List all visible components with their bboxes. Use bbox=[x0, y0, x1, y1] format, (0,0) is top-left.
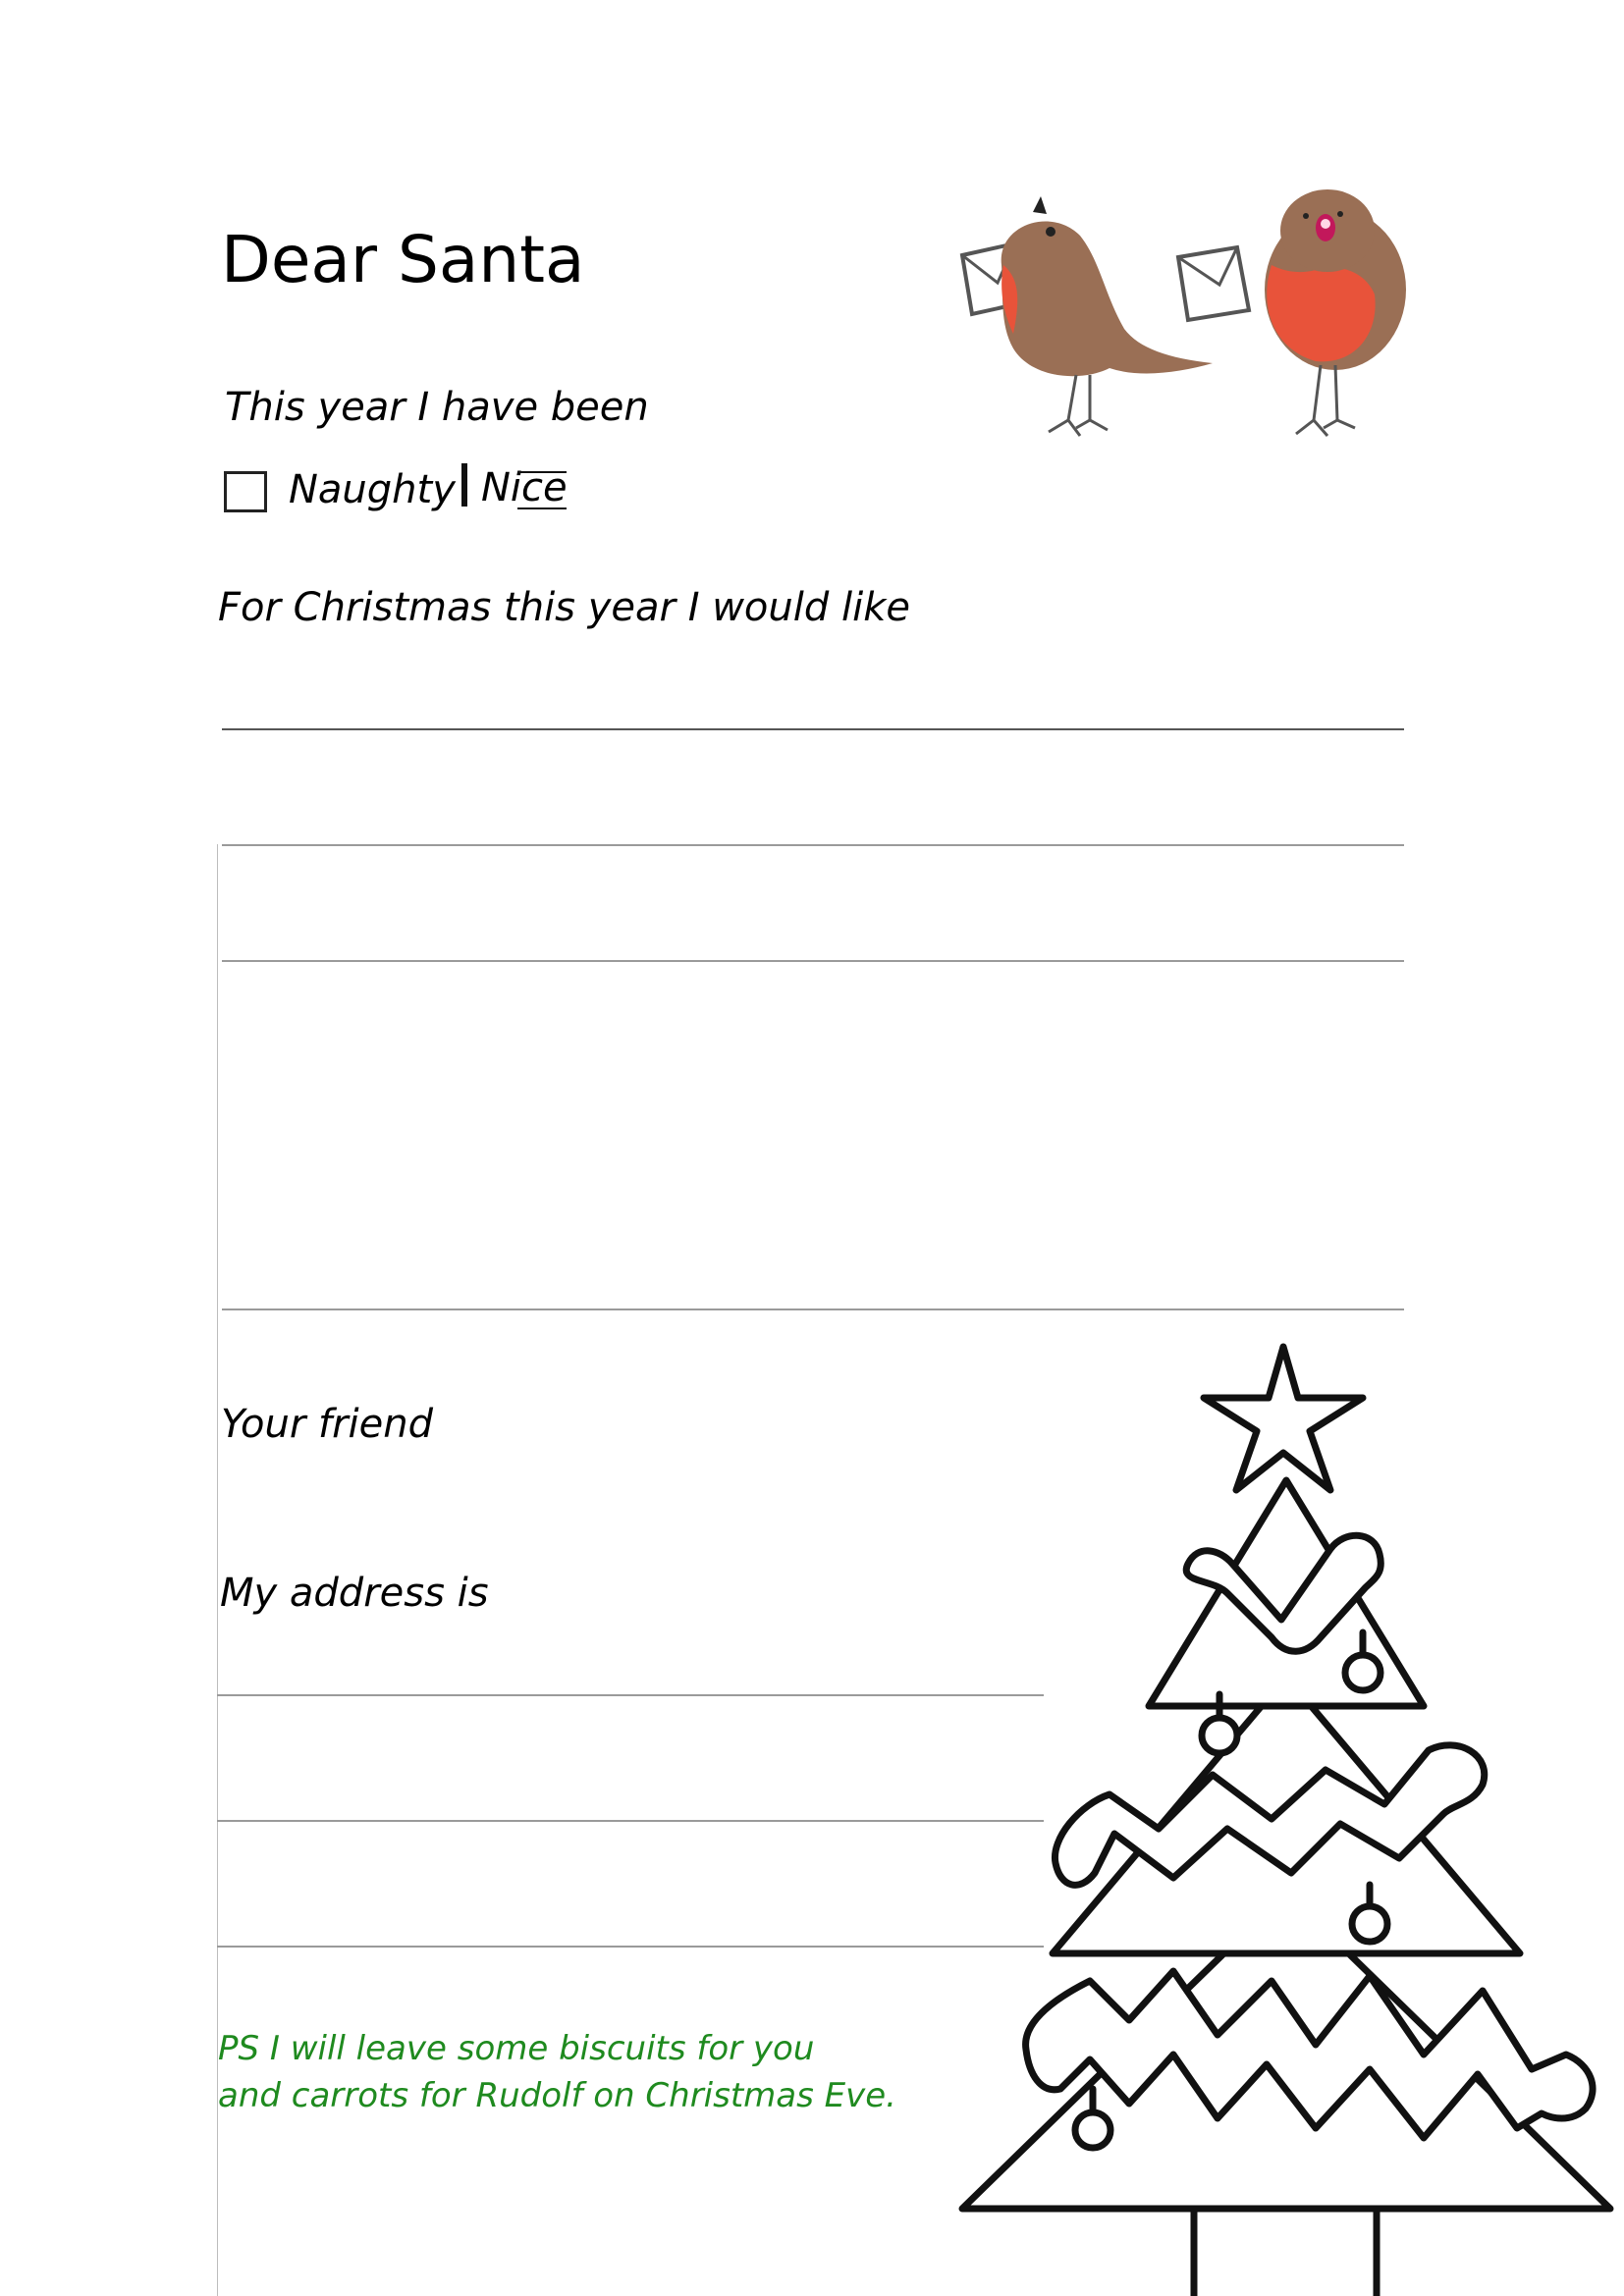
address-line[interactable] bbox=[217, 1694, 1044, 1696]
address-line[interactable] bbox=[217, 1820, 1044, 1822]
two-robins-with-letters-icon bbox=[943, 187, 1414, 452]
tree-trunk bbox=[1194, 2209, 1377, 2296]
wish-line[interactable] bbox=[222, 960, 1404, 962]
address-prompt: My address is bbox=[220, 1571, 489, 1616]
christmas-tree-icon bbox=[962, 1343, 1610, 2296]
wish-line[interactable] bbox=[222, 844, 1404, 846]
nice-checkbox-bottom[interactable] bbox=[517, 507, 567, 509]
star-icon bbox=[1204, 1347, 1363, 1490]
signoff-label: Your friend bbox=[221, 1402, 434, 1447]
behaviour-prompt: This year I have been bbox=[225, 385, 649, 430]
nice-checkbox-top bbox=[517, 471, 567, 473]
naughty-checkbox[interactable] bbox=[224, 471, 267, 512]
wish-prompt: For Christmas this year I would like bbox=[218, 585, 910, 630]
robin-icon bbox=[1001, 196, 1213, 436]
robin-icon bbox=[1265, 189, 1406, 436]
nice-label: Nice bbox=[481, 465, 568, 510]
naughty-label: Naughty bbox=[289, 467, 456, 512]
wish-line[interactable] bbox=[222, 1308, 1404, 1310]
ps-line-1: PS I will leave some biscuits for you bbox=[218, 2029, 815, 2068]
page-title: Dear Santa bbox=[221, 222, 585, 297]
address-line[interactable] bbox=[217, 1946, 1044, 1948]
ps-line-2: and carrots for Rudolf on Christmas Eve. bbox=[218, 2076, 896, 2115]
envelope-icon bbox=[1178, 247, 1249, 320]
wish-line[interactable] bbox=[222, 728, 1404, 730]
option-separator bbox=[461, 463, 467, 507]
